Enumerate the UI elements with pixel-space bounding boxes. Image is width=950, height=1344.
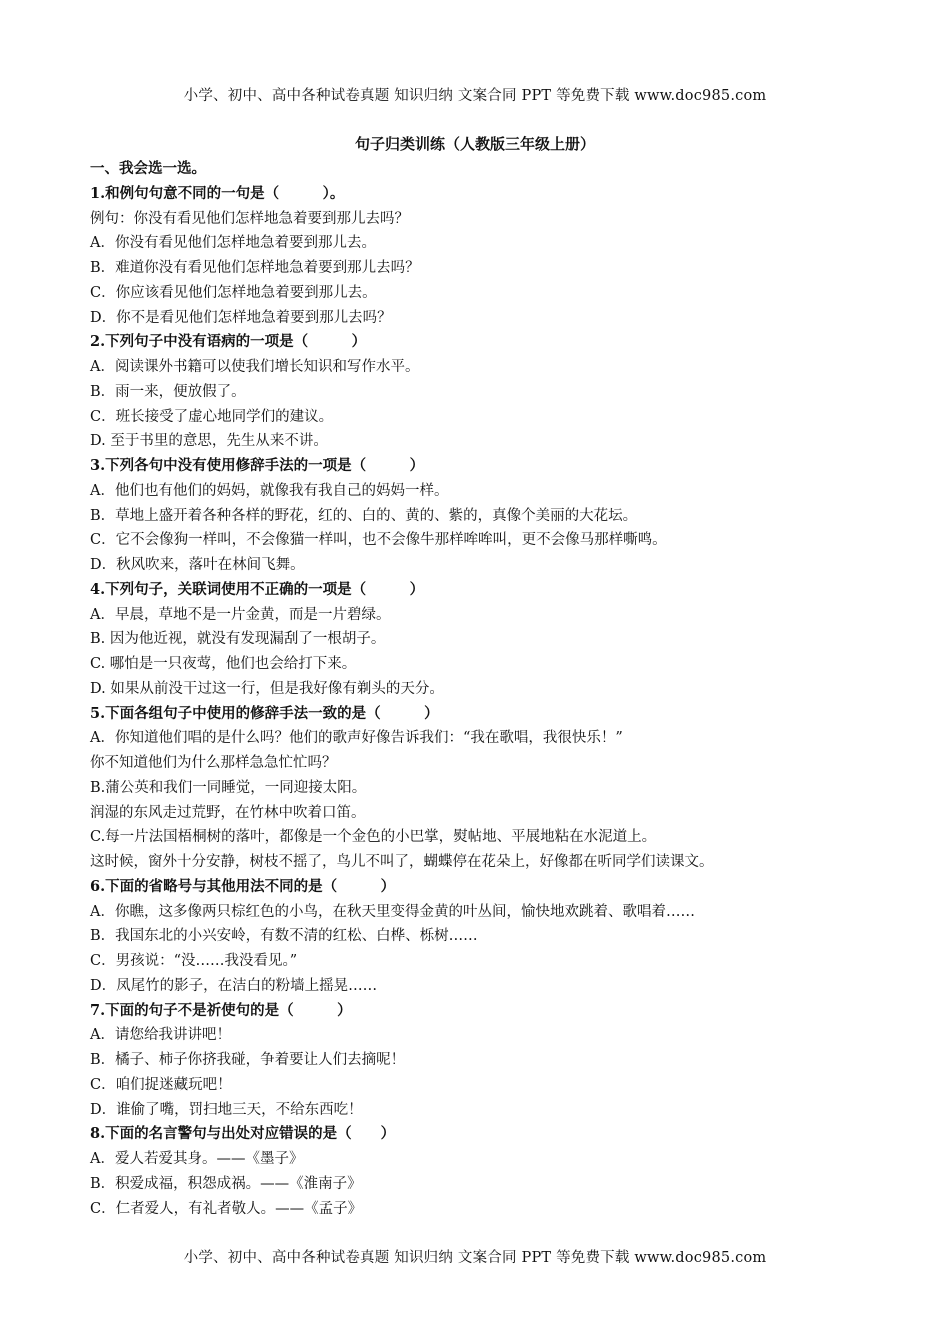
question-line: 例句：你没有看见他们怎样地急着要到那儿去吗？ [90, 210, 409, 227]
question-line: C.每一片法国梧桐树的落叶，都像是一个金色的小巴掌，熨帖地、平展地粘在水泥道上。 [90, 829, 657, 846]
question-line: D. 如果从前没干过这一行，但是我好像有剃头的天分。 [90, 680, 444, 697]
question-heading: 2.下列句子中没有语病的一项是（ ） [90, 333, 367, 351]
question-line: A．他们也有他们的妈妈，就像我有我自己的妈妈一样。 [90, 482, 449, 499]
question-heading: 1.和例句句意不同的一句是（ ）。 [90, 184, 345, 202]
question-heading: 7.下面的句子不是祈使句的是（ ） [90, 1001, 352, 1019]
question-line: D. 至于书里的意思，先生从来不讲。 [90, 433, 328, 450]
question-line: B．橘子、柿子你挤我碰，争着要让人们去摘呢！ [90, 1052, 406, 1068]
question-line: B．我国东北的小兴安岭，有数不清的红松、白桦、栎树…… [90, 928, 478, 945]
question-line: B．雨一来，便放假了。 [90, 383, 246, 400]
question-line: D．秋风吹来，落叶在林间飞舞。 [90, 557, 305, 573]
question-line: C．班长接受了虚心地同学们的建议。 [90, 408, 334, 425]
question-line: A．爱人若爱其身。——《墨子》 [90, 1151, 304, 1167]
question-line: D．谁偷了嘴，罚扫地三天，不给东西吃！ [90, 1101, 363, 1118]
question-line: C. 哪怕是一只夜莺，他们也会给打下来。 [90, 656, 357, 672]
question-list [90, 157, 870, 1221]
header-banner: 小学、初中、高中各种试卷真题 知识归纳 文案合同 PPT 等免费下载 www.doc985.com [183, 88, 767, 104]
question-line: B.蒲公英和我们一同睡觉，一同迎接太阳。 [90, 779, 367, 796]
question-line: A．你瞧，这多像两只棕红色的小鸟，在秋天里变得金黄的叶丛间，愉快地欢跳着、歌唱着…… [90, 903, 695, 920]
question-line: 你不知道他们为什么那样急急忙忙吗？ [90, 755, 337, 771]
question-line: C．仁者爱人，有礼者敬人。——《孟子》 [90, 1200, 363, 1217]
question-line: 这时候，窗外十分安静，树枝不摇了，鸟儿不叫了，蝴蝶停在花朵上，好像都在听同学们读课文。 [90, 854, 714, 870]
question-line: B．积爱成福，积怨成祸。——《淮南子》 [90, 1175, 362, 1192]
question-line: A．你知道他们唱的是什么吗？他们的歌声好像告诉我们：“我在歌唱，我很快乐！” [90, 730, 623, 747]
question-line: A．阅读课外书籍可以使我们增长知识和写作水平。 [90, 359, 420, 375]
question-heading: 5.下面各组句子中使用的修辞手法一致的是（ ） [90, 704, 439, 722]
question-heading: 6.下面的省略号与其他用法不同的是（ ） [90, 877, 396, 895]
question-line: A．早晨，草地不是一片金黄，而是一片碧绿。 [90, 606, 391, 623]
question-line: C．它不会像狗一样叫，不会像猫一样叫，也不会像牛那样哞哞叫，更不会像马那样嘶鸣。 [90, 532, 667, 549]
question-line: 润湿的东风走过荒野，在竹林中吹着口笛。 [90, 804, 366, 821]
question-line: C．咱们捉迷藏玩吧！ [90, 1076, 232, 1093]
question-heading: 一、我会选一选。 [90, 160, 206, 177]
question-line: A．你没有看见他们怎样地急着要到那儿去。 [90, 235, 376, 252]
question-heading: 8.下面的名言警句与出处对应错误的是（ ） [90, 1125, 396, 1143]
footer-banner: 小学、初中、高中各种试卷真题 知识归纳 文案合同 PPT 等免费下载 www.doc985.com [183, 1250, 767, 1266]
question-line: D．你不是看见他们怎样地急着要到那儿去吗？ [90, 309, 392, 326]
question-line: B．难道你没有看见他们怎样地急着要到那儿去吗？ [90, 260, 420, 276]
document-title: 句子归类训练（人教版三年级上册） [354, 135, 595, 153]
question-line: C．男孩说：“没……我没看见。” [90, 953, 298, 969]
question-heading: 3.下列各句中没有使用修辞手法的一项是（ ） [90, 457, 425, 474]
question-line: B．草地上盛开着各种各样的野花，红的、白的、黄的、紫的，真像个美丽的大花坛。 [90, 507, 638, 524]
question-line: A．请您给我讲讲吧！ [90, 1027, 231, 1044]
question-line: C．你应该看见他们怎样地急着要到那儿去。 [90, 284, 377, 301]
question-heading: 4.下列句子，关联词使用不正确的一项是（ ） [90, 580, 425, 598]
question-line: B. 因为他近视，就没有发现漏刮了一根胡子。 [90, 631, 386, 648]
question-line: D．凤尾竹的影子，在洁白的粉墙上摇晃…… [90, 977, 378, 994]
